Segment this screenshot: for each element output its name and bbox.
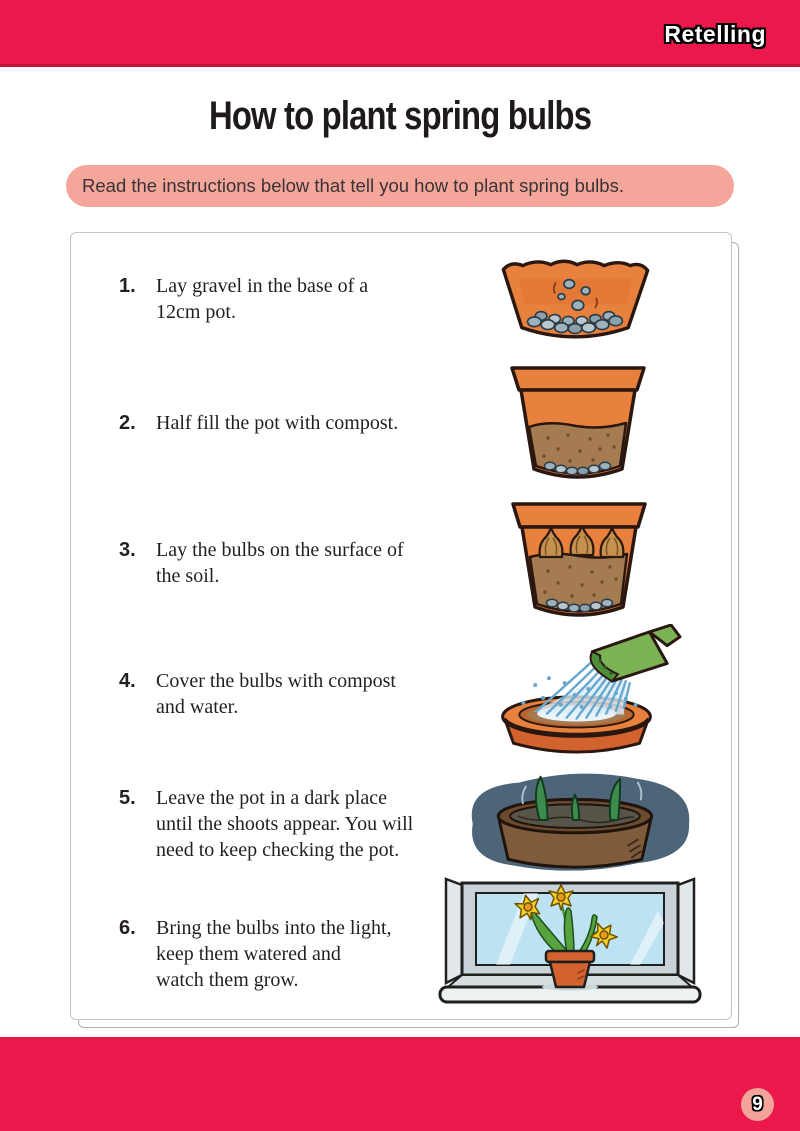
page-title: How to plant spring bulbs (208, 94, 592, 138)
step-5 (119, 785, 413, 863)
step-1-number: 1. (119, 275, 136, 297)
step-6-number: 6. (119, 917, 136, 939)
instruction-box (66, 165, 734, 207)
step-4-text: Cover the bulbs with compost and water. (156, 670, 396, 718)
page-number: 9 (752, 1093, 763, 1115)
step-1-text: Lay gravel in the base of a 12cm pot. (156, 275, 369, 323)
step-4 (119, 668, 396, 720)
step-6-text: Bring the bulbs into the light, keep them watered and watch them grow. (156, 917, 392, 991)
bottom-red-bar (0, 1037, 800, 1131)
step-2-illustration (498, 363, 658, 485)
pot-compost-icon (498, 363, 658, 485)
step-2 (119, 410, 398, 436)
step-5-number: 5. (119, 787, 136, 809)
step-3-illustration (498, 499, 660, 624)
top-red-bar (0, 0, 800, 67)
step-4-number: 4. (119, 670, 136, 692)
instruction-text: Read the instructions below that tell you how to plant spring bulbs. (82, 175, 624, 196)
step-3 (119, 537, 404, 589)
retelling-badge: Retelling (664, 21, 766, 47)
step-6 (119, 915, 392, 993)
step-2-number: 2. (119, 412, 136, 434)
step-5-illustration (443, 763, 703, 879)
pot-gravel-icon (493, 254, 658, 346)
windowsill-daffodils-icon (433, 877, 707, 1013)
instructions-sheet (70, 232, 732, 1020)
step-1 (119, 273, 368, 325)
watering-can-icon (474, 624, 684, 757)
dark-place-shoots-icon (443, 763, 703, 879)
step-5-text: Leave the pot in a dark place until the shoots appear. You will need to keep checking the pot. (156, 787, 414, 861)
step-4-illustration (474, 624, 684, 757)
page-number-badge (741, 1088, 774, 1121)
step-1-illustration (493, 254, 658, 346)
step-6-illustration (433, 877, 707, 1013)
step-3-number: 3. (119, 539, 136, 561)
pot-bulbs-icon (498, 499, 660, 624)
step-3-text: Lay the bulbs on the surface of the soil. (156, 539, 404, 587)
step-2-text: Half fill the pot with compost. (156, 412, 399, 434)
